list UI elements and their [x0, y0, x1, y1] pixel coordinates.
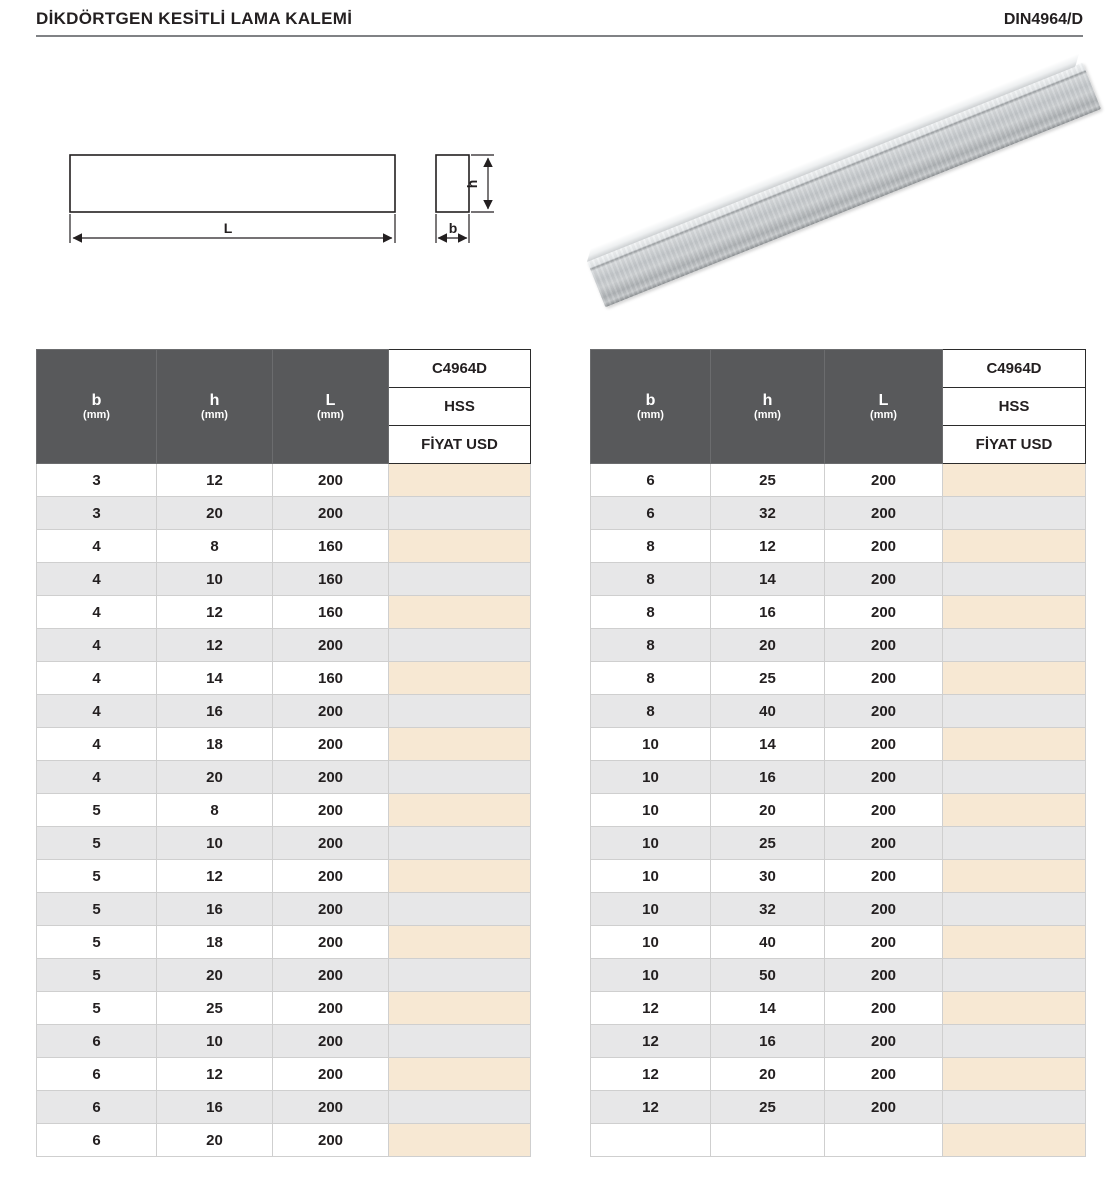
- product-code-header: C4964D: [943, 350, 1086, 388]
- dimension-cell: 8: [157, 530, 273, 563]
- dimension-cell: 200: [825, 530, 943, 563]
- dimension-cell: 200: [825, 563, 943, 596]
- dimension-cell: 25: [157, 992, 273, 1025]
- table-row: [591, 992, 1086, 1025]
- product-code-header: C4964D: [389, 350, 531, 388]
- dimension-cell: 4: [37, 728, 157, 761]
- spec-table-left: [36, 349, 531, 1157]
- length-dimension-label: L: [223, 220, 233, 236]
- dimension-cell: 14: [711, 728, 825, 761]
- table-row: [591, 761, 1086, 794]
- price-header: FİYAT USD: [943, 426, 1086, 464]
- dimension-cell: 200: [825, 596, 943, 629]
- table-row: [591, 629, 1086, 662]
- dimension-cell: 200: [273, 1124, 389, 1157]
- dimension-cell: 16: [711, 1025, 825, 1058]
- table-row: [37, 827, 531, 860]
- table-row: [591, 530, 1086, 563]
- price-cell: [943, 827, 1086, 860]
- hss-blank-bar-image: [587, 63, 1101, 308]
- table-row: [37, 761, 531, 794]
- dimension-cell: 10: [591, 959, 711, 992]
- table-row: [37, 1025, 531, 1058]
- dimension-cell: 18: [157, 926, 273, 959]
- dimension-cell: 16: [157, 695, 273, 728]
- table-row: [37, 794, 531, 827]
- dimension-cell: 5: [37, 992, 157, 1025]
- dimension-cell: 20: [157, 959, 273, 992]
- dimension-cell: 200: [825, 893, 943, 926]
- price-cell: [389, 695, 531, 728]
- dimension-cell: 8: [157, 794, 273, 827]
- dimension-cell: 12: [591, 1091, 711, 1124]
- dimension-cell: 20: [711, 1058, 825, 1091]
- dimension-cell: 200: [273, 794, 389, 827]
- price-cell: [389, 464, 531, 497]
- dimension-cell: 8: [591, 629, 711, 662]
- dimension-cell: 200: [273, 893, 389, 926]
- dimension-cell: 10: [157, 563, 273, 596]
- table-row: [591, 1124, 1086, 1157]
- price-cell: [943, 992, 1086, 1025]
- table-row: [591, 893, 1086, 926]
- dimension-cell: 50: [711, 959, 825, 992]
- dimension-cell: 10: [591, 728, 711, 761]
- dimension-cell: 10: [591, 893, 711, 926]
- table-row: [591, 497, 1086, 530]
- table-row: [37, 497, 531, 530]
- dimension-cell: 200: [825, 761, 943, 794]
- price-cell: [943, 497, 1086, 530]
- price-cell: [389, 728, 531, 761]
- din-standard-label: DIN4964/D: [1003, 11, 1083, 28]
- dimension-cell: 5: [37, 893, 157, 926]
- bar-outline: [70, 155, 395, 212]
- table-row: [37, 893, 531, 926]
- price-cell: [943, 893, 1086, 926]
- price-cell: [943, 794, 1086, 827]
- dimension-cell: 12: [157, 1058, 273, 1091]
- dimension-cell: [825, 1124, 943, 1157]
- dimension-cell: 16: [157, 1091, 273, 1124]
- dimension-cell: 10: [591, 761, 711, 794]
- dimension-cell: 200: [825, 1091, 943, 1124]
- page-title: DİKDÖRTGEN KESİTLİ LAMA KALEMİ: [36, 9, 353, 28]
- dimension-cell: 8: [591, 695, 711, 728]
- price-cell: [389, 530, 531, 563]
- price-cell: [943, 761, 1086, 794]
- dimension-cell: 14: [711, 563, 825, 596]
- price-cell: [943, 530, 1086, 563]
- table-row: [37, 596, 531, 629]
- dimension-cell: 4: [37, 629, 157, 662]
- dimension-cell: 200: [273, 992, 389, 1025]
- dimension-cell: 20: [157, 1124, 273, 1157]
- dimension-cell: 4: [37, 695, 157, 728]
- dimension-cell: 10: [591, 827, 711, 860]
- dimension-cell: 160: [273, 596, 389, 629]
- table-row: [591, 464, 1086, 497]
- dimension-cell: 5: [37, 959, 157, 992]
- dimension-cell: 200: [825, 1025, 943, 1058]
- dimension-cell: 6: [37, 1124, 157, 1157]
- price-cell: [389, 893, 531, 926]
- dimension-cell: 200: [825, 794, 943, 827]
- dimension-cell: 200: [273, 497, 389, 530]
- material-header: HSS: [389, 388, 531, 426]
- table-row: [591, 563, 1086, 596]
- dimension-cell: 6: [37, 1091, 157, 1124]
- dimension-cell: 200: [825, 662, 943, 695]
- dimension-cell: 6: [37, 1025, 157, 1058]
- table-row: [37, 563, 531, 596]
- table-row: [591, 728, 1086, 761]
- dimension-cell: 200: [825, 827, 943, 860]
- dimension-cell: 200: [273, 860, 389, 893]
- dimension-cell: 10: [157, 1025, 273, 1058]
- table-row: [37, 464, 531, 497]
- dimension-cell: 160: [273, 662, 389, 695]
- dimension-cell: 20: [157, 497, 273, 530]
- price-cell: [389, 1124, 531, 1157]
- price-cell: [389, 1025, 531, 1058]
- dimension-cell: 200: [825, 629, 943, 662]
- dimension-cell: 30: [711, 860, 825, 893]
- price-cell: [943, 1025, 1086, 1058]
- dimension-cell: 8: [591, 563, 711, 596]
- col-header-h: h (mm): [711, 350, 825, 464]
- dimension-cell: 10: [591, 860, 711, 893]
- dimension-cell: 8: [591, 530, 711, 563]
- table-row: [591, 1091, 1086, 1124]
- height-dimension-label: h: [464, 179, 480, 189]
- price-cell: [389, 1058, 531, 1091]
- dimension-cell: 200: [273, 728, 389, 761]
- dimension-cell: 200: [273, 926, 389, 959]
- table-row: [37, 992, 531, 1025]
- price-cell: [943, 959, 1086, 992]
- dimension-cell: 200: [273, 1091, 389, 1124]
- price-cell: [943, 464, 1086, 497]
- price-cell: [389, 827, 531, 860]
- dimension-cell: 160: [273, 530, 389, 563]
- width-dimension-label: b: [448, 220, 458, 236]
- table-row: [37, 1058, 531, 1091]
- dimension-cell: 5: [37, 827, 157, 860]
- col-header-l: L (mm): [273, 350, 389, 464]
- dimension-cell: 18: [157, 728, 273, 761]
- dimension-cell: 25: [711, 1091, 825, 1124]
- table-row: [37, 959, 531, 992]
- dimension-cell: 200: [273, 1025, 389, 1058]
- price-cell: [389, 761, 531, 794]
- dimension-cell: 200: [825, 695, 943, 728]
- dimension-cell: 8: [591, 662, 711, 695]
- dimension-cell: 8: [591, 596, 711, 629]
- dimension-cell: 12: [591, 992, 711, 1025]
- col-header-b: b (mm): [591, 350, 711, 464]
- dimension-cell: 200: [273, 959, 389, 992]
- dimension-cell: [711, 1124, 825, 1157]
- product-photo: [583, 60, 1103, 310]
- dimension-cell: 12: [157, 596, 273, 629]
- material-header: HSS: [943, 388, 1086, 426]
- dimension-cell: 14: [711, 992, 825, 1025]
- price-cell: [389, 1091, 531, 1124]
- dimension-cell: 200: [273, 827, 389, 860]
- dimension-cell: 25: [711, 827, 825, 860]
- dimension-cell: 200: [825, 464, 943, 497]
- price-cell: [389, 497, 531, 530]
- price-cell: [389, 563, 531, 596]
- dimension-cell: 10: [157, 827, 273, 860]
- dimension-cell: 200: [273, 629, 389, 662]
- dimension-cell: [591, 1124, 711, 1157]
- table-row: [591, 1025, 1086, 1058]
- price-cell: [389, 794, 531, 827]
- dimension-cell: 200: [825, 926, 943, 959]
- dimension-cell: 4: [37, 662, 157, 695]
- dimension-cell: 32: [711, 497, 825, 530]
- dimension-cell: 200: [273, 464, 389, 497]
- dimension-cell: 12: [157, 464, 273, 497]
- table-row: [37, 695, 531, 728]
- dimension-cell: 4: [37, 761, 157, 794]
- price-cell: [389, 992, 531, 1025]
- spec-table-right: [590, 349, 1086, 1157]
- dimension-cell: 200: [273, 761, 389, 794]
- price-cell: [389, 959, 531, 992]
- page-header: [36, 9, 1083, 29]
- dimension-cell: 5: [37, 926, 157, 959]
- dimension-cell: 5: [37, 794, 157, 827]
- dimension-cell: 200: [825, 959, 943, 992]
- left-table-body: [37, 464, 531, 1157]
- table-row: [591, 1058, 1086, 1091]
- price-cell: [943, 563, 1086, 596]
- dimension-cell: 4: [37, 563, 157, 596]
- price-cell: [943, 1058, 1086, 1091]
- dimension-cell: 200: [825, 497, 943, 530]
- price-cell: [943, 1091, 1086, 1124]
- table-row: [591, 959, 1086, 992]
- dimension-cell: 200: [825, 992, 943, 1025]
- table-row: [37, 860, 531, 893]
- dimension-cell: 3: [37, 497, 157, 530]
- price-cell: [389, 629, 531, 662]
- dimension-cell: 200: [273, 1058, 389, 1091]
- price-cell: [943, 860, 1086, 893]
- dimension-cell: 20: [711, 629, 825, 662]
- table-row: [37, 662, 531, 695]
- dimension-cell: 200: [825, 1058, 943, 1091]
- table-row: [37, 629, 531, 662]
- dimension-cell: 12: [591, 1058, 711, 1091]
- price-cell: [389, 926, 531, 959]
- dimension-cell: 16: [157, 893, 273, 926]
- price-cell: [389, 662, 531, 695]
- col-header-h: h (mm): [157, 350, 273, 464]
- dimension-cell: 25: [711, 464, 825, 497]
- dimension-cell: 6: [37, 1058, 157, 1091]
- price-cell: [943, 596, 1086, 629]
- dimension-cell: 16: [711, 761, 825, 794]
- table-row: [37, 530, 531, 563]
- table-row: [591, 860, 1086, 893]
- table-row: [591, 827, 1086, 860]
- table-row: [591, 926, 1086, 959]
- price-cell: [389, 596, 531, 629]
- dimension-cell: 12: [157, 629, 273, 662]
- dimension-cell: 200: [825, 860, 943, 893]
- dimension-cell: 3: [37, 464, 157, 497]
- dimension-cell: 10: [591, 926, 711, 959]
- dimension-cell: 20: [711, 794, 825, 827]
- price-cell: [943, 1124, 1086, 1157]
- table-row: [591, 662, 1086, 695]
- price-cell: [943, 695, 1086, 728]
- dimension-cell: 12: [591, 1025, 711, 1058]
- dimension-cell: 32: [711, 893, 825, 926]
- dimension-cell: 20: [157, 761, 273, 794]
- price-cell: [943, 926, 1086, 959]
- col-header-l: L (mm): [825, 350, 943, 464]
- dimension-cell: 4: [37, 596, 157, 629]
- price-cell: [943, 728, 1086, 761]
- dimension-cell: 40: [711, 926, 825, 959]
- dimension-cell: 12: [157, 860, 273, 893]
- header-divider: [36, 35, 1083, 37]
- price-cell: [389, 860, 531, 893]
- dimension-cell: 10: [591, 794, 711, 827]
- dimension-cell: 4: [37, 530, 157, 563]
- table-row: [591, 596, 1086, 629]
- table-row: [37, 728, 531, 761]
- table-row: [37, 926, 531, 959]
- table-row: [37, 1091, 531, 1124]
- dimension-cell: 200: [273, 695, 389, 728]
- table-row: [591, 695, 1086, 728]
- dimension-cell: 5: [37, 860, 157, 893]
- dimension-cell: 12: [711, 530, 825, 563]
- dimension-cell: 25: [711, 662, 825, 695]
- dimension-cell: 14: [157, 662, 273, 695]
- price-cell: [943, 662, 1086, 695]
- technical-drawing: [66, 146, 514, 256]
- dimension-cell: 6: [591, 497, 711, 530]
- dimension-cell: 160: [273, 563, 389, 596]
- dimension-cell: 6: [591, 464, 711, 497]
- price-cell: [943, 629, 1086, 662]
- table-row: [591, 794, 1086, 827]
- col-header-b: b (mm): [37, 350, 157, 464]
- dimension-cell: 40: [711, 695, 825, 728]
- right-table-body: [591, 464, 1086, 1157]
- dimension-cell: 16: [711, 596, 825, 629]
- table-row: [37, 1124, 531, 1157]
- dimension-cell: 200: [825, 728, 943, 761]
- price-header: FİYAT USD: [389, 426, 531, 464]
